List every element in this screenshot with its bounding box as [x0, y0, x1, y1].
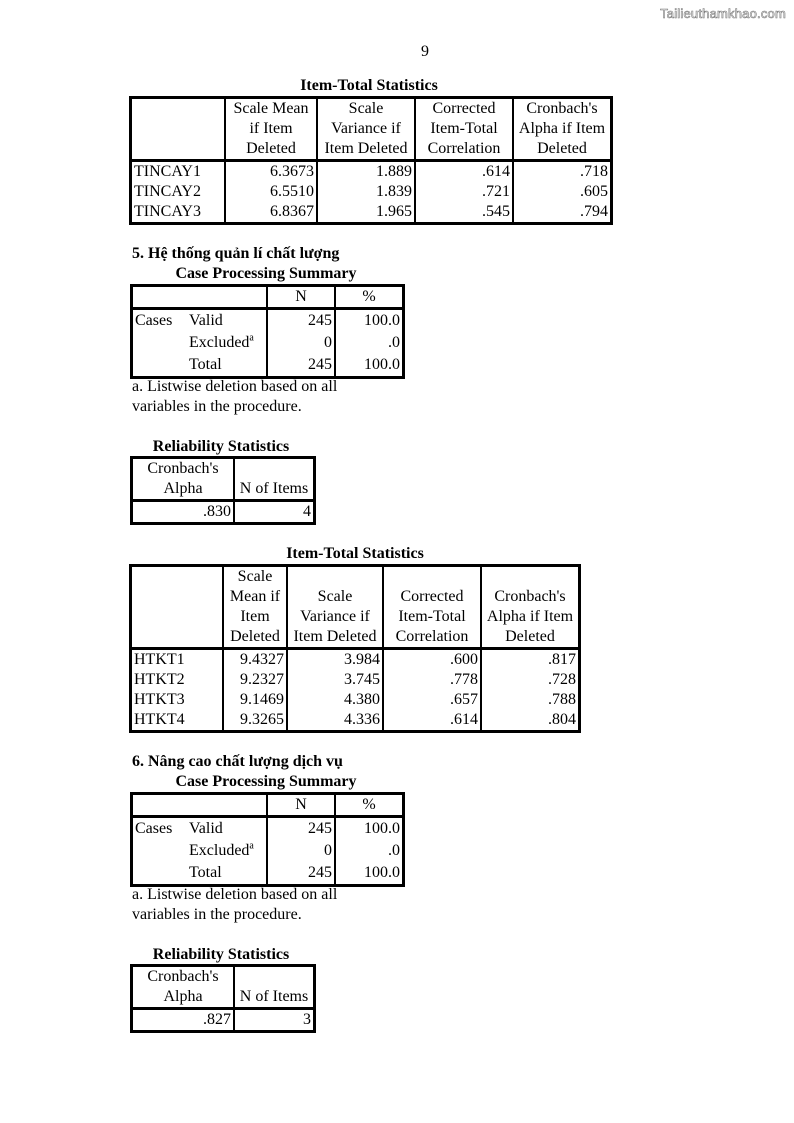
table-row [132, 840, 404, 862]
cell: 6.3673 [225, 161, 317, 183]
item-total-title-5: Item-Total Statistics [286, 545, 424, 562]
table-row [132, 1009, 315, 1032]
header-cell: N [267, 286, 335, 309]
cell: 245 [267, 862, 335, 886]
table-row [131, 690, 580, 710]
row-label: TINCAY2 [134, 183, 201, 200]
table-header-row [132, 286, 404, 309]
table-row [132, 332, 404, 354]
cell: .718 [513, 161, 612, 183]
header-cell: Scale Variance if Item Deleted [317, 98, 415, 161]
header-cell-empty [131, 566, 224, 649]
header-cell: Cronbach's Alpha if Item Deleted [481, 566, 580, 649]
table-row [131, 649, 580, 671]
reliability-table-5 [130, 456, 316, 525]
table-row [132, 309, 404, 333]
table-header-row [131, 98, 612, 161]
row-label: HTKT4 [134, 711, 185, 728]
cell: .804 [481, 710, 580, 732]
table-header-row [132, 794, 404, 817]
header-cell: % [335, 286, 404, 309]
header-cell: Corrected Item-Total Correlation [383, 566, 481, 649]
header-cell: N of Items [234, 458, 315, 501]
table-header-row [132, 966, 315, 1009]
reliability-title-6: Reliability Statistics [152, 946, 290, 963]
header-cell: % [335, 794, 404, 817]
table-row [132, 862, 404, 886]
cell: 245 [267, 309, 335, 333]
cell: .614 [383, 710, 481, 732]
row-label: Excluded$^a$ [189, 840, 254, 859]
case-summary-title-5: Case Processing Summary [175, 265, 357, 282]
page-number: 9 [421, 43, 429, 60]
header-cell: N [267, 794, 335, 817]
cell: .830 [203, 503, 231, 520]
reliability-title-5: Reliability Statistics [152, 438, 290, 455]
header-cell-empty [132, 794, 268, 817]
cell: 0 [267, 840, 335, 862]
cell: .657 [383, 690, 481, 710]
header-cell: N of Items [234, 966, 315, 1009]
table-row [131, 182, 612, 202]
table-row [131, 710, 580, 732]
table-row [132, 354, 404, 378]
cell: 3.745 [287, 670, 383, 690]
row-label: Total [189, 864, 222, 881]
table-row [131, 670, 580, 690]
header-cell: Cronbach's Alpha [132, 966, 235, 1009]
cell: .600 [383, 649, 481, 671]
cell: .778 [383, 670, 481, 690]
cell: .545 [415, 202, 513, 224]
cell: .721 [415, 182, 513, 202]
cell: 6.5510 [225, 182, 317, 202]
reliability-table-6 [130, 964, 316, 1033]
header-cell: Corrected Item-Total Correlation [415, 98, 513, 161]
cell: 9.3265 [223, 710, 287, 732]
row-group-label: Cases [135, 312, 173, 329]
cell: 100.0 [335, 817, 404, 841]
row-label: Total [189, 356, 222, 373]
table-row [131, 202, 612, 224]
cell: 4.336 [287, 710, 383, 732]
table-header-row [131, 566, 580, 649]
cell: .827 [203, 1011, 231, 1028]
cell: .0 [335, 840, 404, 862]
cell: 9.4327 [223, 649, 287, 671]
table-row [132, 817, 404, 841]
cell: .605 [513, 182, 612, 202]
watermark: Tailieuthamkhao.com [660, 6, 786, 21]
row-label: TINCAY3 [134, 203, 201, 220]
cell: 100.0 [335, 354, 404, 378]
header-cell-empty [131, 98, 226, 161]
cell: 0 [267, 332, 335, 354]
item-total-table-5 [129, 564, 581, 733]
table-row [132, 501, 315, 524]
cell: 1.889 [317, 161, 415, 183]
table-row [131, 161, 612, 183]
header-cell: Cronbach's Alpha if Item Deleted [513, 98, 612, 161]
row-label: HTKT2 [134, 671, 185, 688]
header-cell: Scale Mean if Item Deleted [225, 98, 317, 161]
row-label: HTKT1 [134, 651, 185, 668]
row-label: TINCAY1 [134, 163, 201, 180]
item-total-title-1: Item-Total Statistics [300, 77, 438, 94]
row-label: Valid [189, 820, 223, 837]
cell: 100.0 [335, 862, 404, 886]
case-summary-table-6 [130, 792, 405, 887]
cell: 245 [267, 817, 335, 841]
header-cell: Scale Variance if Item Deleted [287, 566, 383, 649]
cell: 4 [234, 501, 315, 524]
cell: 9.2327 [223, 670, 287, 690]
table-header-row [132, 458, 315, 501]
cell: 100.0 [335, 309, 404, 333]
row-label: Excluded$^a$ [189, 332, 254, 351]
cell: 9.1469 [223, 690, 287, 710]
cell: .817 [481, 649, 580, 671]
cell: .794 [513, 202, 612, 224]
footnote-5: a. Listwise deletion based on all variables in the procedure. [132, 378, 338, 415]
section-heading-6: 6. Nâng cao chất lượng dịch vụ [132, 753, 343, 770]
header-cell: Scale Mean if Item Deleted [223, 566, 287, 649]
item-total-table-1 [129, 96, 613, 225]
cell: 3 [234, 1009, 315, 1032]
section-heading-5: 5. Hệ thống quản lí chất lượng [132, 245, 340, 262]
header-cell: Cronbach's Alpha [132, 458, 235, 501]
cell: 3.984 [287, 649, 383, 671]
cell: 6.8367 [225, 202, 317, 224]
cell: .788 [481, 690, 580, 710]
cell: 1.839 [317, 182, 415, 202]
case-summary-table-5 [130, 284, 405, 379]
case-summary-title-6: Case Processing Summary [175, 773, 357, 790]
row-group-label: Cases [135, 820, 173, 837]
row-label: Valid [189, 312, 223, 329]
cell: 245 [267, 354, 335, 378]
row-label: HTKT3 [134, 691, 185, 708]
header-cell-empty [132, 286, 268, 309]
footnote-6: a. Listwise deletion based on all variables in the procedure. [132, 886, 338, 923]
cell: 1.965 [317, 202, 415, 224]
cell: .728 [481, 670, 580, 690]
cell: .0 [335, 332, 404, 354]
cell: 4.380 [287, 690, 383, 710]
cell: .614 [415, 161, 513, 183]
